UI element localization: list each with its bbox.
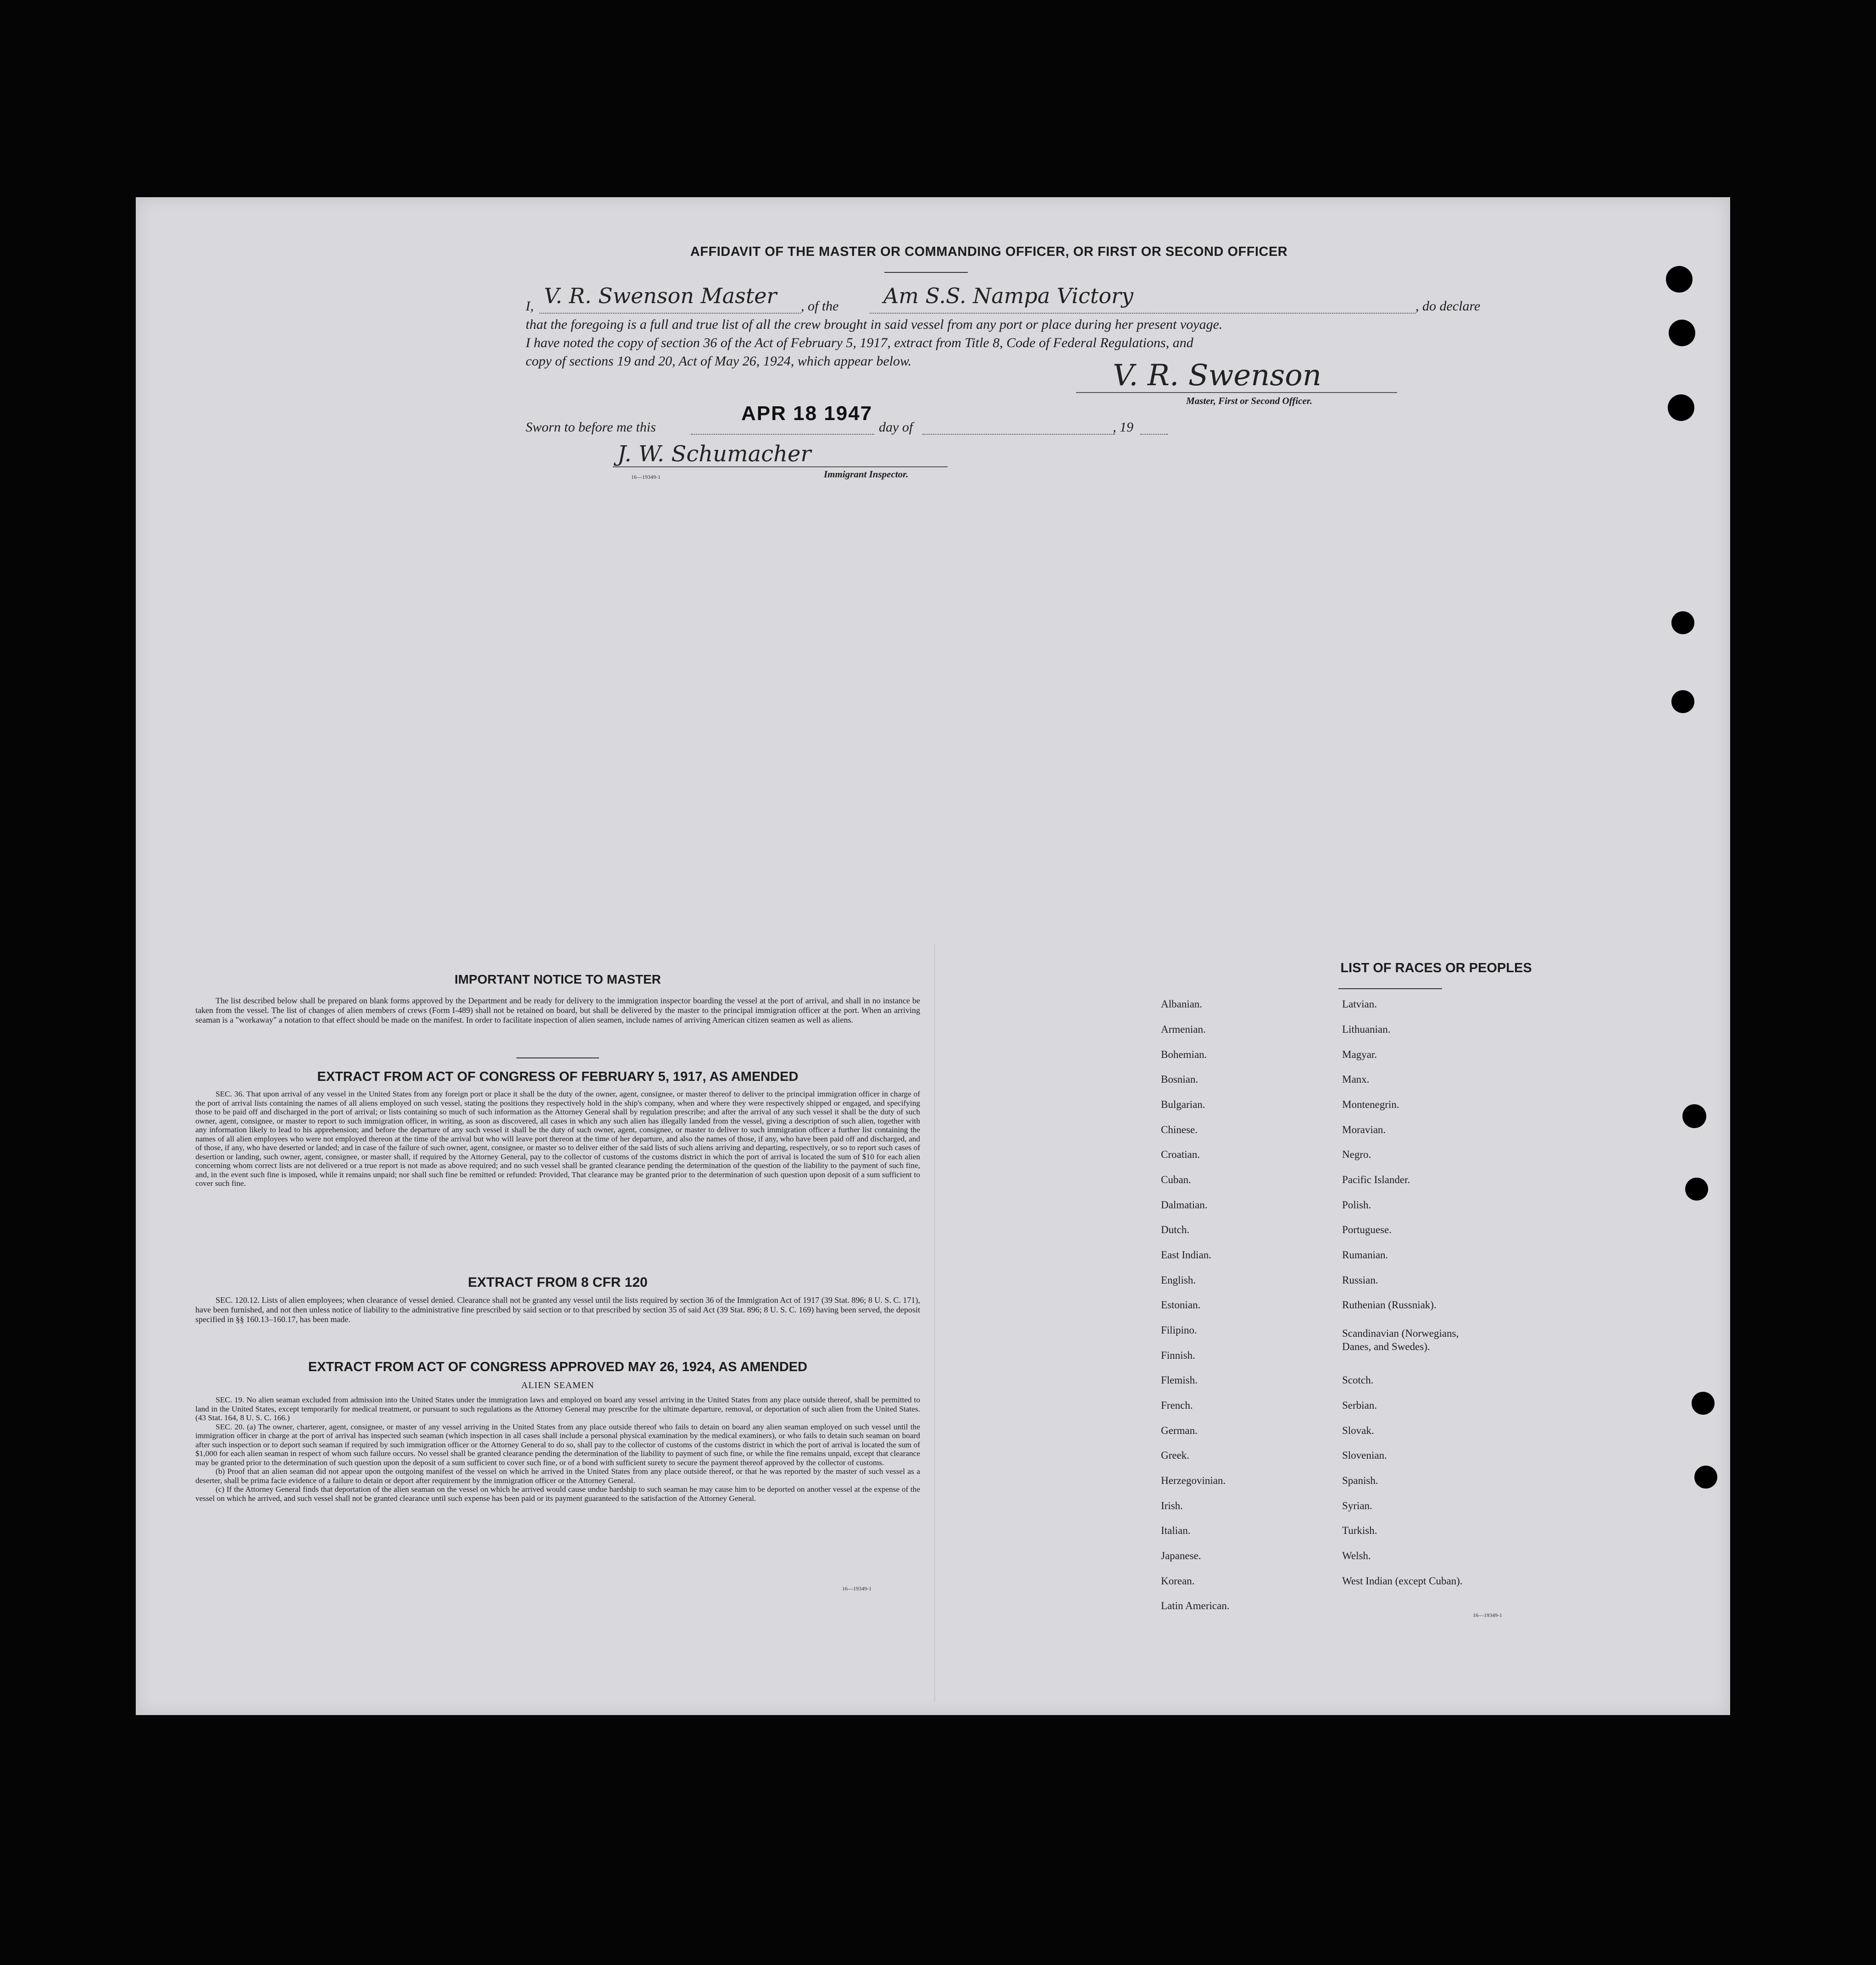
race-item: Russian. — [1342, 1274, 1378, 1286]
notice-title: IMPORTANT NOTICE TO MASTER — [454, 972, 661, 986]
cfr-text — [195, 1295, 920, 1324]
race-item: Latvian. — [1342, 998, 1377, 1010]
declaration-line-4: copy of sections 19 and 20, Act of May 26, 1924, which appear below. — [526, 354, 912, 369]
race-item: Dutch. — [1161, 1224, 1189, 1235]
race-item: Magyar. — [1342, 1049, 1377, 1060]
race-item: Albanian. — [1161, 998, 1203, 1010]
race-item: Korean. — [1161, 1575, 1195, 1587]
name-line — [539, 313, 801, 314]
race-item: Polish. — [1342, 1199, 1371, 1211]
alien-seamen-subtitle: ALIEN SEAMEN — [521, 1380, 594, 1390]
race-item: Slovenian. — [1342, 1450, 1387, 1461]
form-number: 16—19349-1 — [631, 474, 660, 480]
race-item: Irish. — [1161, 1500, 1183, 1511]
race-item: Bulgarian. — [1161, 1099, 1205, 1110]
race-item: Armenian. — [1161, 1024, 1206, 1035]
race-item: Montenegrin. — [1342, 1099, 1399, 1110]
divider — [516, 1057, 599, 1058]
punch-hole — [1694, 1466, 1717, 1489]
notice-paragraph: The list described below shall be prepared on blank forms approved by the Department and be ready for delivery to the immigration inspector boarding the vessel at the port of arrival, and shall in no instance be taken from the vessel. The list of changes of alien members of crews (Form I-489) shall not be retained on board, but shall be delivered by the master to the principal immigration officer at the port. When an arriving seaman is a "workaway" a notation to that effect should be made on the manifest. In order to facilitate inspection of alien seamen, include names of arriving American citizen seamen as well as aliens. — [195, 996, 920, 1024]
race-item: Scandinavian (Norwegians, Danes, and Swedes). — [1342, 1328, 1459, 1352]
i-prefix: I, — [526, 299, 534, 314]
race-item: Scotch. — [1342, 1374, 1374, 1386]
races-title: LIST OF RACES OR PEOPLES — [1340, 961, 1532, 975]
race-item: Ruthenian (Russniak). — [1342, 1299, 1437, 1311]
handwritten-master-name: V. R. Swenson Master — [544, 283, 777, 308]
race-item: Flemish. — [1161, 1374, 1198, 1386]
notice-text — [195, 996, 920, 1025]
sworn-prefix: Sworn to before me this — [526, 420, 656, 435]
form-number: 16—19349-1 — [842, 1585, 871, 1592]
document-page — [136, 197, 1730, 1715]
race-item: Rumanian. — [1342, 1249, 1388, 1261]
race-item: Herzegovinian. — [1161, 1475, 1226, 1486]
race-item: Estonian. — [1161, 1299, 1201, 1311]
declaration-line-2: that the foregoing is a full and true list of all the crew brought in said vessel from any port or place during her present voyage. — [526, 317, 1223, 332]
race-item: Bosnian. — [1161, 1074, 1199, 1085]
extract-1924-title: EXTRACT FROM ACT OF CONGRESS APPROVED MAY 26, 1924, AS AMENDED — [308, 1360, 808, 1374]
race-item: Lithuanian. — [1342, 1024, 1391, 1035]
race-item: Spanish. — [1342, 1475, 1378, 1486]
punch-hole — [1671, 690, 1694, 713]
race-item: Manx. — [1342, 1074, 1370, 1085]
page-fold — [934, 945, 935, 1701]
race-item: Slovak. — [1342, 1425, 1374, 1436]
extract-1917-title: EXTRACT FROM ACT OF CONGRESS OF FEBRUARY 5, 1917, AS AMENDED — [317, 1069, 799, 1084]
divider — [884, 272, 968, 273]
punch-hole — [1668, 394, 1694, 421]
handwritten-inspector: J. W. Schumacher — [617, 441, 811, 467]
race-item: Finnish. — [1161, 1350, 1195, 1361]
races-right-column — [1342, 997, 1672, 1639]
races-left-column — [1161, 997, 1354, 1639]
punch-hole — [1666, 266, 1693, 293]
race-item: Turkish. — [1342, 1525, 1377, 1536]
race-item: French. — [1161, 1400, 1193, 1411]
race-item: Serbian. — [1342, 1400, 1377, 1411]
extract-1924-paragraph: (c) If the Attorney General finds that deportation of the alien seaman on the vessel on which he arrived would cause undue hardship to such seaman he may cause him to be deported on another vessel at the expense of the vessel on which he arrived, and such vessel shall not be granted clearance until such expense has been paid or its payment guaranteed to the satisfaction of the Attorney General. — [195, 1485, 920, 1503]
extract-1917-text — [195, 1090, 920, 1188]
race-item: Syrian. — [1342, 1500, 1372, 1511]
race-item: Croatian. — [1161, 1149, 1200, 1160]
cfr-title: EXTRACT FROM 8 CFR 120 — [468, 1275, 648, 1290]
race-item: English. — [1161, 1274, 1196, 1286]
inspector-caption: Immigrant Inspector. — [824, 469, 909, 480]
race-item: Portuguese. — [1342, 1224, 1392, 1235]
punch-hole — [1685, 1178, 1708, 1201]
extract-1924-paragraph: SEC. 19. No alien seaman excluded from admission into the United States under the immigration laws and employed on board any vessel arriving in the United States from any place outside thereof, shall be permitted to land in the United States, except temporarily for medical treatment, or pursuant to such regulations as the Attorney General may prescribe for the ultimate departure, removal, or deportation of such alien from the United States. (43 Stat. 164, 8 U. S. C. 166.) — [195, 1395, 920, 1422]
cfr-paragraph: SEC. 120.12. Lists of alien employees; when clearance of vessel denied. Clearance shall not be granted any vessel until the lists required by section 36 of the Immigration Act of 1917 (39 Stat. 896; 8 U. S. C. 171), have been furnished, and not then unless notice of liability to the administrative fine prescribed by said section or to that prescribed by section 35 of said Act (39 Stat. 896; 8 U. S. C. 169) having been served, the deposit specified in §§ 160.13–160.17, has been made. — [195, 1295, 920, 1324]
handwritten-signature: V. R. Swenson — [1113, 359, 1321, 393]
punch-hole — [1669, 320, 1695, 346]
year-prefix: , 19 — [1113, 420, 1133, 435]
year-line — [1140, 434, 1168, 435]
do-declare-text: , do declare — [1415, 299, 1481, 314]
race-item: Latin American. — [1161, 1600, 1230, 1611]
extract-1917-paragraph: SEC. 36. That upon arrival of any vessel in the United States from any foreign port or place it shall be the duty of the owner, agent, consignee, or master thereof to deliver to the principal immigration officer in charge of the port of arrival lists containing the names of all aliens employed on such vessel, stating the positions they respectively hold in the ship's company, when and where they were respectively shipped or engaged, and specifying those to be paid off and discharged in the port of arrival; or lists containing so much of such information as the Attorney General shall by regulation prescribe; and after the arrival of any such vessel it shall be the duty of such owner, agent, consignee, or master to report to such immigration officer, in writing, as soon as discovered, all cases in which any such alien has illegally landed from the vessel, giving a description of such alien, together with any information likely to lead to his apprehension; and before the departure of any such vessel it shall be the duty of such owner, agent, consignee, or master to deliver to such immigration officer a further list containing the names of all alien employees who were not employed thereon at the time of the arrival but who will leave port thereon at the time of her departure, and also the names of those, if any, who have been paid off and discharged, and of those, if any, who have deserted or landed; and in case of the failure of such owner, agent, consignee, or master so to deliver either of the said lists of such aliens arriving and departing, respectively, or so to report such cases of desertion or landing, such owner, agent, consignee, or master shall, if required by the Attorney General, pay to the collector of customs of the customs district in which the port of arrival is located the sum of $10 for each alien concerning whom correct lists are not delivered or a true report is not made as above required; and no such vessel shall be granted clearance pending the determination of the question of the liability to the payment of such fine, and, in the event such fine is imposed, while it remains unpaid; nor shall such fine be remitted or refunded: Provided, That clearance may be granted prior to the determination of such question upon deposit of a sum sufficient to cover such fine. — [195, 1090, 920, 1188]
divider — [1338, 988, 1442, 989]
form-number: 16—19349-1 — [1473, 1612, 1502, 1618]
punch-hole — [1671, 611, 1694, 634]
race-item: Bohemian. — [1161, 1049, 1207, 1060]
race-item: Filipino. — [1161, 1324, 1197, 1336]
race-item: Negro. — [1342, 1149, 1371, 1160]
date-stamp: APR 18 1947 — [741, 402, 873, 425]
extract-1924-text — [195, 1395, 920, 1503]
sworn-day-line — [691, 434, 874, 435]
punch-hole — [1692, 1392, 1715, 1415]
race-item: Japanese. — [1161, 1550, 1201, 1561]
race-item: Cuban. — [1161, 1174, 1191, 1185]
race-item: Italian. — [1161, 1525, 1191, 1536]
day-of-text: day of — [879, 420, 913, 435]
declaration-line-3: I have noted the copy of section 36 of the Act of February 5, 1917, extract from Title 8, Code of Federal Regulations, and — [526, 335, 1193, 350]
race-item: German. — [1161, 1425, 1198, 1436]
extract-1924-paragraph: (b) Proof that an alien seaman did not appear upon the outgoing manifest of the vessel on which he arrived in the United States from any place outside thereof, or that he was reported by the master of such vessel as a deserter, shall be prima facie evidence of a failure to detain or deport after requirement by the immigration officer or the Attorney General. — [195, 1467, 920, 1485]
race-item: Welsh. — [1342, 1550, 1371, 1561]
race-item: Moravian. — [1342, 1124, 1386, 1135]
signature-caption: Master, First or Second Officer. — [1186, 395, 1312, 406]
punch-hole — [1682, 1104, 1706, 1128]
race-item: East Indian. — [1161, 1249, 1211, 1261]
extract-1924-paragraph: SEC. 20. (a) The owner, charterer, agent, consignee, or master of any vessel arriving in the United States from any place outside thereof who fails to detain on board any alien seaman employed on such vessel until the immigration officer in charge at the port of arrival has inspected such seaman (which inspection in all cases shall include a personal physical examination by the medical examiners), or who fails to detain such seaman on board after such inspection or to deport such seaman if required by such immigration officer or the Attorney General to do so, shall pay to the collector of customs of the customs district in which the port of arrival is located the sum of $1,000 for each alien seaman in respect of whom such failure occurs. No vessel shall be granted clearance pending the determination of the liability to payment of such fine, or while the fine remains unpaid, except that clearance may be granted prior to the determination of such question upon the deposit of a sum sufficient to cover such fine, or of a bond with sufficient surety to secure the payment thereof approved by the collector of customs. — [195, 1422, 920, 1467]
handwritten-vessel-name: Am S.S. Nampa Victory — [883, 283, 1133, 308]
month-line — [922, 434, 1115, 435]
race-item: West Indian (except Cuban). — [1342, 1575, 1463, 1587]
race-item: Pacific Islander. — [1342, 1174, 1410, 1185]
vessel-line — [870, 313, 1415, 314]
race-item: Chinese. — [1161, 1124, 1198, 1135]
of-the-text: , of the — [801, 299, 839, 314]
race-item: Dalmatian. — [1161, 1199, 1208, 1211]
race-item: Greek. — [1161, 1450, 1189, 1461]
affidavit-title: AFFIDAVIT OF THE MASTER OR COMMANDING OFFICER, OR FIRST OR SECOND OFFICER — [690, 244, 1288, 259]
